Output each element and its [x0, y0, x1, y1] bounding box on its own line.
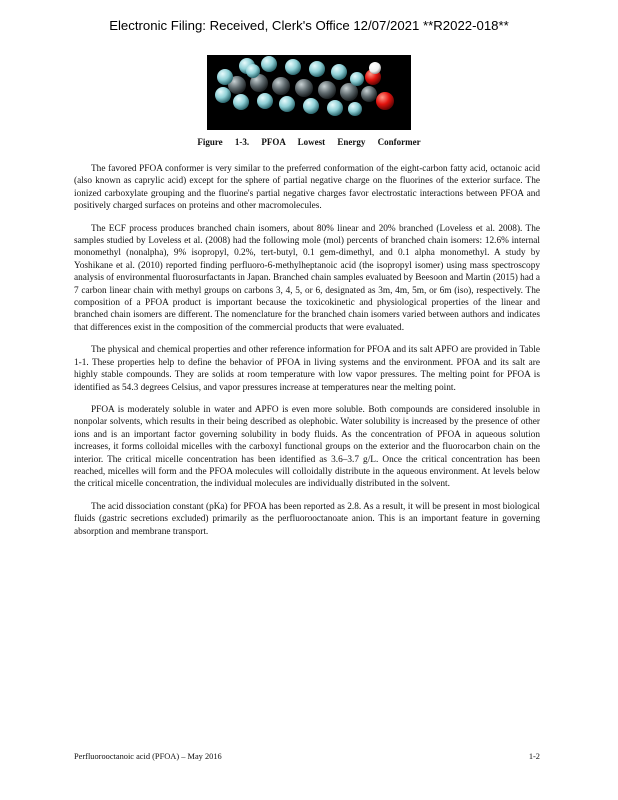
oxygen-atom [376, 92, 394, 110]
paragraph: The ECF process produces branched chain isomers, about 80% linear and 20% branched (Loveless et al. 2008). The samples studied by Loveless et al. (2008) had the following mole (mol) percents of branched chain isomers: 12.6% internal monomethyl (nonalpha), 9% isopropyl, 0.2%, tert-butyl, 0.1 gem-dimethyl, and 0.1 alpha monomethyl. A study by Yoshikane et al. (2010) reported finding perfluoro-6-methylheptanoic acid (the isopropyl isomer) using mass spectroscopy analysis of environmental fluorosurfactants in Japan. Branched chain samples evaluated by Beesoon and Martin (2015) had a 7 carbon linear chain with methyl groups on carbons 3, 4, 5, or 6, designated as 3m, 4m, 5m, or 6m (iso), respectively. The composition of a PFOA product is important because the toxicokinetic and physiological properties of the linear and branched chain isomers are different. The nomenclature for the branched chain isomers varied between authors and indicates that differences exist in the composition of the commercial products that were evaluated. [74, 223, 540, 333]
paragraph: PFOA is moderately soluble in water and APFO is even more soluble. Both compounds are considered insoluble in nonpolar solvents, which results in their being described as olephobic. Water solubility is increased by the presence of other ions and is an important factor governing solubility in body fluids. As the concentration of PFOA in aqueous solution increases, it forms colloidal micelles with the carboxyl functional groups on the exterior and the fluorocarbon chain on the interior. The critical micelle concentration has been identified as 3.6–3.7 g/L. Once the critical concentration has been reached, micelles will form and the PFOA molecules will colloidally distribute in the aqueous environment. At levels below the critical micelle concentration, the individual molecules are individually distributed in the solvent. [74, 404, 540, 490]
carbon-atom [318, 81, 336, 99]
carbon-atom [295, 79, 313, 97]
filing-header: Electronic Filing: Received, Clerk's Office 12/07/2021 **R2022-018** [109, 18, 509, 33]
molecule-figure [207, 55, 411, 130]
fluorine-atom [350, 72, 364, 86]
pfoa-molecule-image [207, 55, 411, 130]
footer-document-title: Perfluorooctanoic acid (PFOA) – May 2016 [74, 752, 222, 761]
page-footer [74, 752, 540, 761]
paragraph: The acid dissociation constant (pKa) for PFOA has been reported as 2.8. As a result, it will be present in most biological fluids (gastric secretions excluded) primarily as the perfluorooctanoate anion. This is an important feature in governing absorption and membrane transport. [74, 501, 540, 537]
carbon-atom [272, 77, 290, 95]
fluorine-atom [309, 61, 325, 77]
fluorine-atom [327, 100, 343, 116]
document-body [74, 163, 540, 548]
carbon-atom [361, 86, 377, 102]
fluorine-atom [261, 56, 277, 72]
fluorine-atom [285, 59, 301, 75]
fluorine-atom [279, 96, 295, 112]
paragraph: The physical and chemical properties and other reference information for PFOA and its salt APFO are provided in Table 1-1. These properties help to define the behavior of PFOA in living systems and the environment. PFOA and its salt are highly stable compounds. They are solids at room temperature with low vapor pressures. The melting point for PFOA is identified as 54.3 degrees Celsius, and vapor pressures increase at temperatures near the melting point. [74, 345, 540, 393]
fluorine-atom [246, 64, 260, 78]
fluorine-atom [303, 98, 319, 114]
fluorine-atom [348, 102, 362, 116]
fluorine-atom [331, 64, 347, 80]
page-number: 1-2 [528, 752, 540, 761]
hydrogen-atom [369, 62, 381, 74]
fluorine-atom [215, 87, 231, 103]
fluorine-atom [233, 94, 249, 110]
figure-caption: Figure 1-3. PFOA Lowest Energy Conformer [197, 137, 421, 147]
fluorine-atom [257, 93, 273, 109]
paragraph: The favored PFOA conformer is very similar to the preferred conformation of the eight-carbon fatty acid, octanoic acid (also known as caprylic acid) except for the sphere of partial negative charge on the fluorines of the exterior surface. The ionized carboxylate grouping and the fluorine's partial negative charges favor electrostatic interactions between PFOA and positively charged surfaces on proteins and other macromolecules. [74, 164, 540, 212]
fluorine-atom [217, 69, 233, 85]
